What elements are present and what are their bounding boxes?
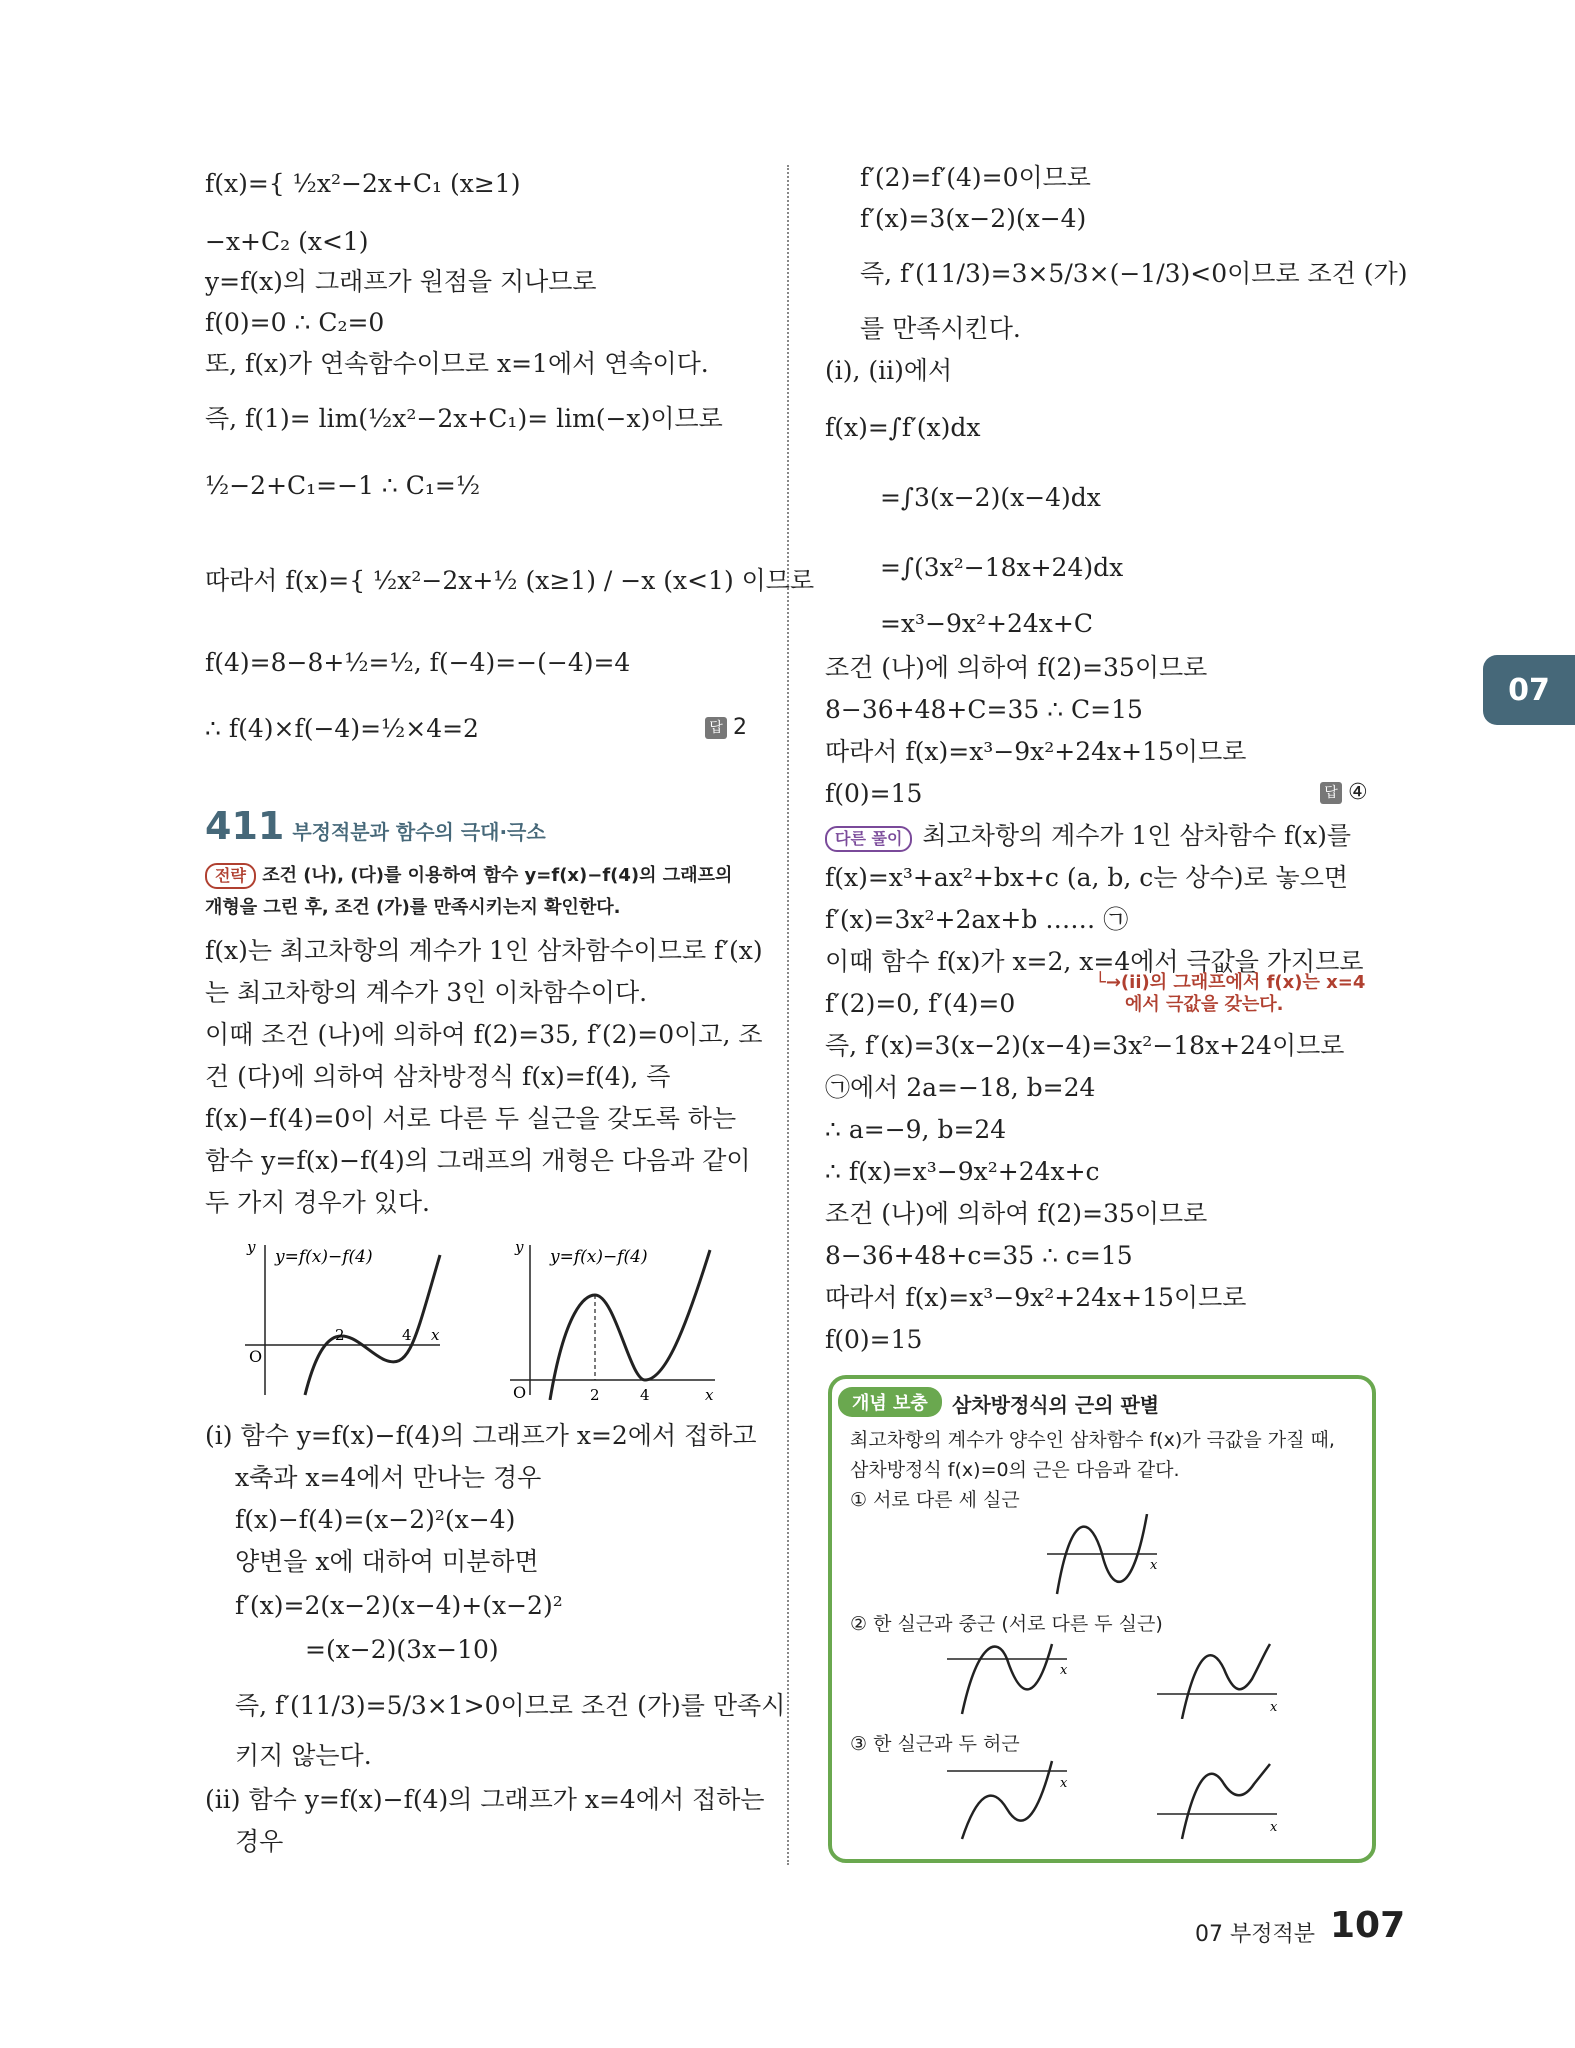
side-note bbox=[1095, 972, 1365, 1016]
text-line: 조건 (나)에 의하여 f(2)=35이므로 bbox=[825, 653, 1208, 682]
cubic-complex-roots-graph-1 bbox=[942, 1759, 1072, 1844]
text-line: 8−36+48+c=35 ∴ c=15 bbox=[825, 1241, 1133, 1270]
alt-solution-line bbox=[825, 820, 1351, 852]
strategy-text: 조건 (나), (다)를 이용하여 함수 y=f(x)−f(4)의 그래프의 bbox=[262, 865, 733, 886]
graph-label: y=f(x)−f(4) bbox=[275, 1247, 373, 1267]
text-line: 를 만족시킨다. bbox=[860, 314, 1021, 343]
text-line: ㉠에서 2a=−18, b=24 bbox=[825, 1073, 1096, 1102]
problem-header bbox=[205, 804, 546, 848]
text-line: 조건 (나)에 의하여 f(2)=35이므로 bbox=[825, 1199, 1208, 1228]
text-line: f′(x)=3x²+2ax+b …… ㉠ bbox=[825, 905, 1129, 934]
text-line: ∴ a=−9, b=24 bbox=[825, 1115, 1007, 1144]
cubic-complex-roots-graph-2 bbox=[1152, 1759, 1282, 1844]
text-line: 함수 y=f(x)−f(4)의 그래프의 개형은 다음과 같이 bbox=[205, 1146, 751, 1175]
text-line: ∴ f(4)×f(−4)=½×4=2 bbox=[205, 714, 479, 743]
svg-text:O: O bbox=[513, 1383, 527, 1400]
text-line: 즉, f(1)= lim(½x²−2x+C₁)= lim(−x)이므로 bbox=[205, 404, 723, 433]
svg-text:y: y bbox=[247, 1240, 256, 1256]
side-note-line: 에서 극값을 갖는다. bbox=[1125, 994, 1284, 1015]
concept-title: 삼차방정식의 근의 판별 bbox=[952, 1393, 1160, 1417]
graph-case-2 bbox=[505, 1240, 725, 1400]
text-line: 따라서 f(x)=x³−9x²+24x+15이므로 bbox=[825, 737, 1247, 766]
answer-mark bbox=[705, 715, 747, 740]
text-line: f(x)−f(4)=(x−2)²(x−4) bbox=[235, 1505, 516, 1534]
text-line: (i) 함수 y=f(x)−f(4)의 그래프가 x=2에서 접하고 bbox=[205, 1421, 757, 1450]
svg-text:y: y bbox=[515, 1240, 524, 1256]
svg-text:x: x bbox=[431, 1326, 440, 1344]
text-line: 경우 bbox=[235, 1827, 284, 1856]
answer-value: ④ bbox=[1348, 780, 1368, 805]
answer-mark bbox=[1320, 780, 1368, 805]
alt-solution-text: 최고차항의 계수가 1인 삼차함수 f(x)를 bbox=[922, 821, 1352, 850]
text-line: 는 최고차항의 계수가 3인 이차함수이다. bbox=[205, 978, 648, 1007]
cubic-double-root-graph-1 bbox=[942, 1639, 1072, 1719]
problem-number: 411 bbox=[205, 804, 285, 848]
text-line: f(x)=∫f′(x)dx bbox=[825, 413, 981, 442]
text-line: =x³−9x²+24x+C bbox=[880, 609, 1093, 638]
text-line: 키지 않는다. bbox=[235, 1741, 372, 1770]
text-line: ½−2+C₁=−1 ∴ C₁=½ bbox=[205, 471, 481, 500]
cubic-three-roots-graph bbox=[1042, 1514, 1162, 1599]
graph-label: y=f(x)−f(4) bbox=[550, 1247, 648, 1267]
cubic-double-root-graph-2 bbox=[1152, 1639, 1282, 1719]
text-line: 즉, f′(x)=3(x−2)(x−4)=3x²−18x+24이므로 bbox=[825, 1031, 1345, 1060]
answer-icon: 답 bbox=[1320, 782, 1342, 804]
text-line: f′(x)=3(x−2)(x−4) bbox=[860, 204, 1087, 233]
text-line: 따라서 f(x)={ ½x²−2x+½ (x≥1) / −x (x<1) 이므로 bbox=[205, 566, 815, 595]
text-line: =∫3(x−2)(x−4)dx bbox=[880, 483, 1101, 512]
text-line: (i), (ii)에서 bbox=[825, 356, 953, 385]
text-line: =∫(3x²−18x+24)dx bbox=[880, 553, 1124, 582]
text-line: f(x)={ ½x²−2x+C₁ (x≥1) bbox=[205, 169, 521, 198]
concept-tag: 개념 보충 bbox=[838, 1387, 942, 1417]
svg-text:x: x bbox=[1270, 1700, 1278, 1715]
svg-text:2: 2 bbox=[335, 1326, 345, 1344]
text-line: 건 (다)에 의하여 삼차방정식 f(x)=f(4), 즉 bbox=[205, 1062, 671, 1091]
text-line: =(x−2)(3x−10) bbox=[305, 1635, 499, 1664]
text-line: (ii) 함수 y=f(x)−f(4)의 그래프가 x=4에서 접하는 bbox=[205, 1785, 765, 1814]
text-line: y=f(x)의 그래프가 원점을 지나므로 bbox=[205, 267, 597, 296]
svg-text:x: x bbox=[705, 1386, 714, 1400]
text-line: f(x)=x³+ax²+bx+c (a, b, c는 상수)로 놓으면 bbox=[825, 863, 1348, 892]
concept-case-1: ① 서로 다른 세 실근 bbox=[850, 1489, 1020, 1511]
text-line: 이때 함수 f(x)가 x=2, x=4에서 극값을 가지므로 bbox=[825, 947, 1364, 976]
text-line: 이때 조건 (나)에 의하여 f(2)=35, f′(2)=0이고, 조 bbox=[205, 1020, 763, 1049]
concept-line: 최고차항의 계수가 양수인 삼차함수 f(x)가 극값을 가질 때, bbox=[850, 1429, 1335, 1451]
text-line: x축과 x=4에서 만나는 경우 bbox=[235, 1463, 542, 1492]
svg-text:2: 2 bbox=[590, 1386, 600, 1400]
text-line: 즉, f′(11/3)=5/3×1>0이므로 조건 (가)를 만족시 bbox=[235, 1691, 786, 1720]
strategy-line-2: 개형을 그린 후, 조건 (가)를 만족시키는지 확인한다. bbox=[205, 897, 621, 918]
concept-box bbox=[828, 1375, 1376, 1863]
text-line: 또, f(x)가 연속함수이므로 x=1에서 연속이다. bbox=[205, 349, 709, 378]
text-line: f(x)는 최고차항의 계수가 1인 삼차함수이므로 f′(x) bbox=[205, 936, 763, 965]
column-divider bbox=[787, 165, 789, 1865]
answer-icon: 답 bbox=[705, 717, 727, 739]
svg-text:x: x bbox=[1150, 1558, 1158, 1573]
text-line: f′(x)=2(x−2)(x−4)+(x−2)² bbox=[235, 1591, 563, 1620]
problem-title: 부정적분과 함수의 극대·극소 bbox=[292, 820, 546, 844]
text-line: f(0)=15 bbox=[825, 1325, 923, 1354]
footer-chapter: 07 부정적분 bbox=[1195, 1922, 1315, 1947]
text-line: −x+C₂ (x<1) bbox=[205, 227, 369, 256]
text-line: f(x)−f(4)=0이 서로 다른 두 실근을 갖도록 하는 bbox=[205, 1104, 737, 1133]
text-line: f(0)=15 bbox=[825, 779, 923, 808]
text-line: f(0)=0 ∴ C₂=0 bbox=[205, 308, 385, 337]
text-line: f′(2)=f′(4)=0이므로 bbox=[860, 163, 1091, 192]
text-line: 8−36+48+C=35 ∴ C=15 bbox=[825, 695, 1143, 724]
svg-text:O: O bbox=[249, 1347, 263, 1366]
strategy-line bbox=[205, 860, 732, 892]
svg-text:x: x bbox=[1060, 1663, 1068, 1678]
text-line: f(4)=8−8+½=½, f(−4)=−(−4)=4 bbox=[205, 648, 631, 677]
strategy-label: 전략 bbox=[205, 863, 256, 889]
answer-value: 2 bbox=[733, 715, 747, 740]
concept-case-3: ③ 한 실근과 두 허근 bbox=[850, 1733, 1020, 1755]
svg-text:x: x bbox=[1270, 1820, 1278, 1835]
chapter-tab: 07 bbox=[1483, 655, 1575, 725]
svg-text:4: 4 bbox=[402, 1326, 412, 1344]
text-line: 두 가지 경우가 있다. bbox=[205, 1188, 430, 1217]
text-line: ∴ f(x)=x³−9x²+24x+c bbox=[825, 1157, 1100, 1186]
text-line: 따라서 f(x)=x³−9x²+24x+15이므로 bbox=[825, 1283, 1247, 1312]
graph-case-1 bbox=[235, 1240, 445, 1400]
text-line: f′(2)=0, f′(4)=0 bbox=[825, 989, 1016, 1018]
concept-line: 삼차방정식 f(x)=0의 근은 다음과 같다. bbox=[850, 1459, 1180, 1481]
svg-text:4: 4 bbox=[640, 1386, 650, 1400]
alt-solution-label: 다른 풀이 bbox=[825, 826, 912, 852]
svg-text:x: x bbox=[1060, 1776, 1068, 1791]
text-line: 즉, f′(11/3)=3×5/3×(−1/3)<0이므로 조건 (가) bbox=[860, 259, 1408, 288]
side-note-line: └→(ii)의 그래프에서 f(x)는 x=4 bbox=[1095, 972, 1366, 993]
concept-case-2: ② 한 실근과 중근 (서로 다른 두 실근) bbox=[850, 1613, 1163, 1635]
text-line: 양변을 x에 대하여 미분하면 bbox=[235, 1547, 539, 1576]
page-number: 107 bbox=[1330, 1905, 1406, 1946]
